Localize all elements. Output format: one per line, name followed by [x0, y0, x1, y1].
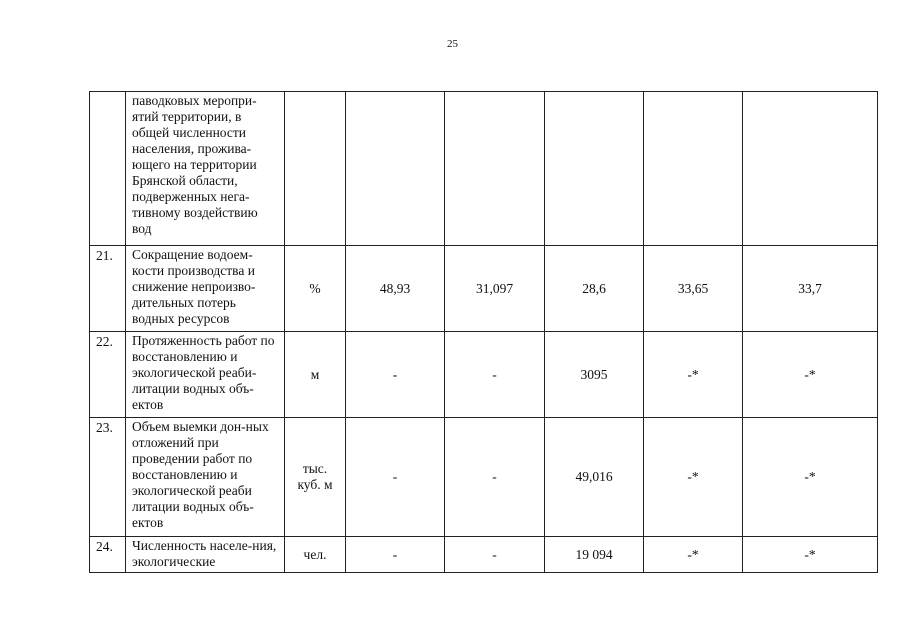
value-cell [346, 92, 445, 246]
value-cell: 28,6 [545, 246, 644, 332]
row-number [90, 92, 126, 246]
value-cell: - [445, 537, 545, 573]
row-number: 22. [90, 332, 126, 418]
value-cell [644, 92, 743, 246]
value-cell: - [445, 332, 545, 418]
value-cell: 19 094 [545, 537, 644, 573]
value-cell [445, 92, 545, 246]
row-number: 21. [90, 246, 126, 332]
value-cell: 49,016 [545, 418, 644, 537]
indicator-name: Протяженность работ по восстановлению и экологической реаби-литации водных объ-ектов [126, 332, 285, 418]
table-row [90, 418, 878, 537]
value-cell: 3095 [545, 332, 644, 418]
unit-cell: м [285, 332, 346, 418]
value-cell: -* [644, 332, 743, 418]
value-cell: 33,65 [644, 246, 743, 332]
value-cell: -* [644, 537, 743, 573]
unit-cell: чел. [285, 537, 346, 573]
value-cell: - [445, 418, 545, 537]
row-number: 23. [90, 418, 126, 537]
table-row [90, 537, 878, 573]
value-cell: 31,097 [445, 246, 545, 332]
indicators-table [89, 91, 878, 573]
indicator-name: Объем выемки дон-ных отложений при проведении работ по восстановлению и экологической реаби литации водных объ-ектов [126, 418, 285, 537]
value-cell [545, 92, 644, 246]
indicator-name: паводковых меропри-ятий территории, в общей численности населения, прожива-ющего на территории Брянской области, подверженных нега-тивному воздействию вод [126, 92, 285, 246]
value-cell: - [346, 332, 445, 418]
value-cell: - [346, 537, 445, 573]
value-cell: -* [743, 332, 878, 418]
unit-cell: % [285, 246, 346, 332]
value-cell: - [346, 418, 445, 537]
value-cell: 48,93 [346, 246, 445, 332]
table-row [90, 246, 878, 332]
row-number: 24. [90, 537, 126, 573]
page-number: 25 [447, 38, 458, 50]
value-cell: 33,7 [743, 246, 878, 332]
table-row [90, 332, 878, 418]
value-cell: -* [743, 537, 878, 573]
value-cell: -* [743, 418, 878, 537]
value-cell: -* [644, 418, 743, 537]
unit-cell: тыс. куб. м [285, 418, 346, 537]
table-row [90, 92, 878, 246]
indicator-name: Численность населе-ния, экологические [126, 537, 285, 573]
indicator-name: Сокращение водоем-кости производства и снижение непроизво-дительных потерь водных ресурсов [126, 246, 285, 332]
value-cell [743, 92, 878, 246]
unit-cell [285, 92, 346, 246]
